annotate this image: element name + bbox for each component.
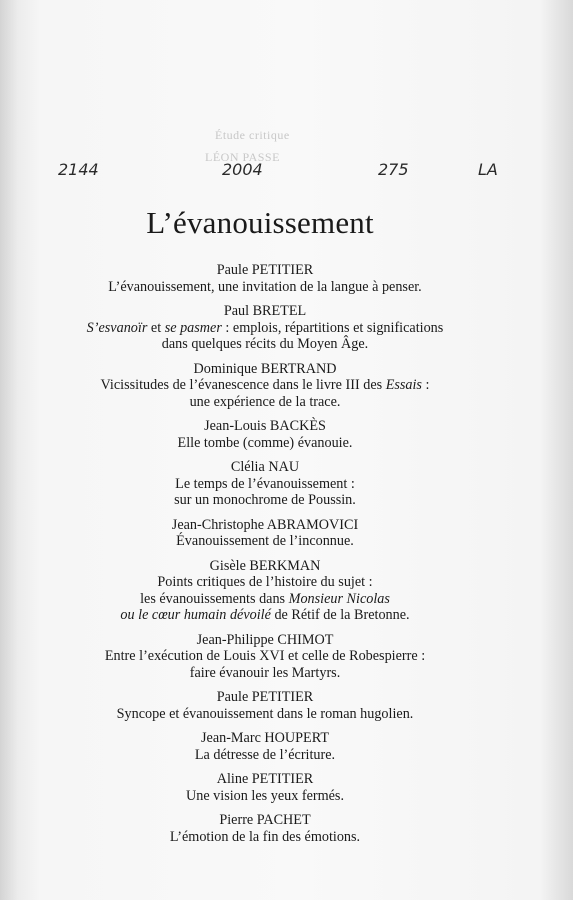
italic-term: Monsieur Nicolas <box>288 590 390 607</box>
toc-entry <box>30 812 500 845</box>
entry-author: Jean-Philippe CHIMOT <box>196 631 334 648</box>
entry-title: Points critiques de l’histoire du sujet : <box>157 574 373 590</box>
entry-author: Aline PETITIER <box>216 771 314 787</box>
entry-title: Le temps de l’évanouissement : <box>175 475 355 492</box>
entry-title <box>30 320 500 337</box>
toc-entry <box>30 262 500 295</box>
toc-entry <box>30 632 500 682</box>
entry-title-continued: sur un monochrome de Poussin. <box>174 492 356 508</box>
toc-entry <box>30 730 500 763</box>
entry-author: Paul BRETEL <box>223 303 307 319</box>
entry-author: Dominique BERTRAND <box>193 360 337 377</box>
colon: : <box>221 319 233 336</box>
page-title: L’évanouissement <box>146 205 374 240</box>
entry-title-continued: dans quelques récits du Moyen Âge. <box>161 336 369 352</box>
entry-title-text: de Rétif de la Bretonne. <box>274 607 410 623</box>
entry-title-text: Vicissitudes de l’évanescence dans le livre III des <box>100 377 386 393</box>
entry-title: Entre l’exécution de Louis XVI et celle de Robespierre : <box>104 648 426 664</box>
entry-title-text: les évanouissements dans <box>140 590 289 607</box>
handwritten-note-number: 275 <box>378 160 409 179</box>
entry-author: Clélia NAU <box>230 459 300 475</box>
toc-entry <box>30 771 500 804</box>
table-of-contents <box>30 262 500 853</box>
entry-title: La détresse de l’écriture. <box>194 746 336 763</box>
conjunction: et <box>147 319 165 336</box>
italic-term: ou le cœur humain dévoilé <box>120 607 271 623</box>
entry-author: Gisèle BERKMAN <box>209 557 321 574</box>
show-through-bleed: Étude critique <box>215 128 290 142</box>
toc-entry <box>30 517 500 550</box>
italic-term: se pasmer <box>164 319 222 336</box>
entry-author: Jean-Marc HOUPERT <box>201 730 329 746</box>
handwritten-note-left: 2144 <box>58 160 99 179</box>
entry-title: Une vision les yeux fermés. <box>186 787 344 804</box>
entry-title-continued: faire évanouir les Martyrs. <box>189 664 341 681</box>
entry-title-continued <box>30 591 500 608</box>
handwritten-note-year: 2004 <box>222 160 263 179</box>
entry-title-text: emplois, répartitions et significations <box>232 319 444 336</box>
entry-author: Pierre PACHET <box>219 812 311 828</box>
toc-entry <box>30 558 500 624</box>
toc-entry <box>30 361 500 411</box>
entry-title: Syncope et évanouissement dans le roman hugolien. <box>116 705 414 722</box>
entry-author: Paule PETITIER <box>216 262 314 278</box>
handwritten-note-right: LA <box>478 160 498 179</box>
entry-title-continued: une expérience de la trace. <box>189 393 341 410</box>
entry-title: L’évanouissement, une invitation de la langue à penser. <box>108 278 422 295</box>
colon: : <box>425 377 430 393</box>
entry-title: L’émotion de la fin des émotions. <box>169 828 361 845</box>
toc-entry <box>30 418 500 451</box>
entry-author: Jean-Louis BACKÈS <box>204 418 326 434</box>
entry-author: Jean-Christophe ABRAMOVICI <box>171 516 359 533</box>
show-through-bleed: LÉON PASSE <box>205 150 280 164</box>
toc-entry <box>30 689 500 722</box>
entry-title-continued <box>30 607 500 624</box>
entry-title: Évanouissement de l’inconnue. <box>176 533 354 549</box>
toc-entry <box>30 459 500 509</box>
entry-title <box>30 377 500 394</box>
italic-term: S’esvanoïr <box>86 319 148 336</box>
entry-title: Elle tombe (comme) évanouie. <box>177 434 353 451</box>
toc-entry <box>30 303 500 353</box>
italic-term: Essais <box>385 377 422 393</box>
entry-author: Paule PETITIER <box>216 689 314 705</box>
